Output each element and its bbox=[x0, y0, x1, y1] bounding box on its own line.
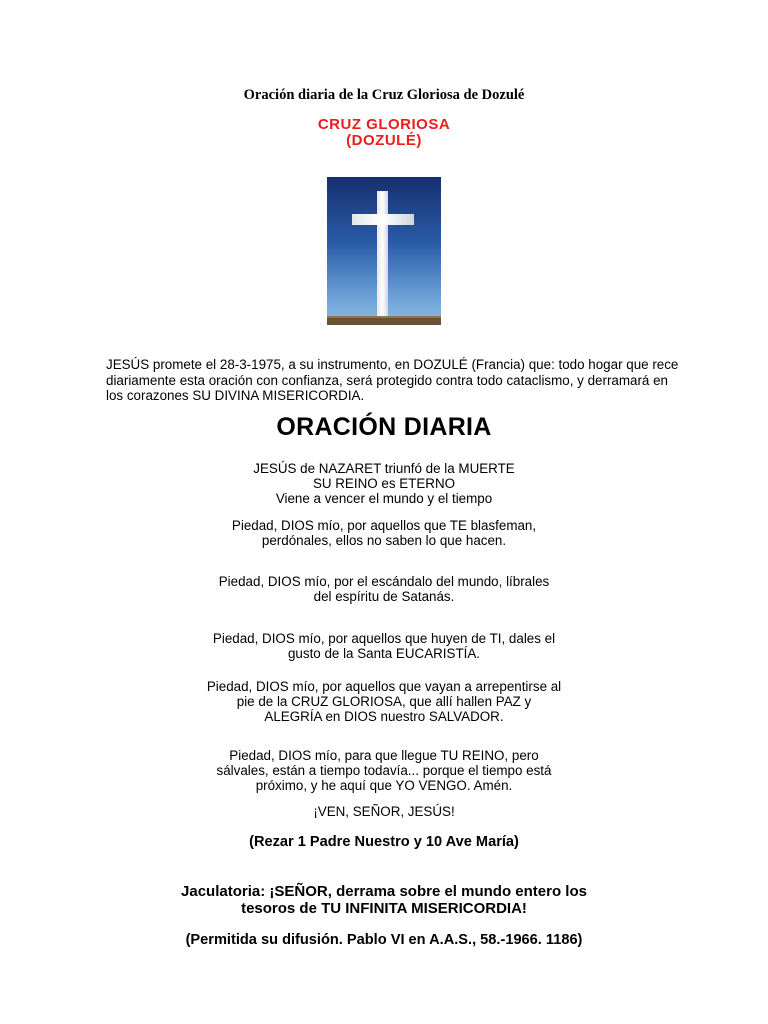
jaculatoria: Jaculatoria: ¡SEÑOR, derrama sobre el mundo entero los tesoros de TU INFINITA MISERICORDIA! bbox=[181, 883, 587, 917]
prayer-stanza: Piedad, DIOS mío, por aquellos que TE blasfeman, perdónales, ellos no saben lo que hacen. bbox=[231, 518, 537, 548]
permission-note: (Permitida su difusión. Pablo VI en A.A.S., 58.-1966. 1186) bbox=[185, 932, 583, 948]
prayer-stanza: Piedad, DIOS mío, por aquellos que vayan a arrepentirse al pie de la CRUZ GLORIOSA, que allí hallen PAZ y ALEGRÍA en DIOS nuestro SALVADOR. bbox=[206, 679, 562, 724]
prayer-stanza: Piedad, DIOS mío, por aquellos que huyen de TI, dales el gusto de la Santa EUCARISTÍA. bbox=[212, 631, 556, 661]
prayer-stanza: JESÚS de NAZARET triunfó de la MUERTE SU REINO es ETERNO Viene a vencer el mundo y el tiempo bbox=[253, 461, 515, 506]
document-title: Oración diaria de la Cruz Gloriosa de Dozulé bbox=[243, 87, 525, 103]
prayer-heading: ORACIÓN DIARIA bbox=[276, 413, 492, 441]
prayer-stanza: Piedad, DIOS mío, para que llegue TU REINO, pero sálvales, están a tiempo todavía... porque el tiempo está próximo, y he aquí que YO VENGO. Amén. bbox=[216, 748, 552, 793]
rosary-instruction: (Rezar 1 Padre Nuestro y 10 Ave María) bbox=[249, 834, 519, 850]
cruz-gloriosa-heading: CRUZ GLORIOSA (DOZULÉ) bbox=[317, 116, 451, 149]
prayer-stanza: Piedad, DIOS mío, por el escándalo del mundo, líbrales del espíritu de Satanás. bbox=[218, 574, 550, 604]
cross-photo-icon bbox=[327, 177, 441, 325]
prayer-stanza: ¡VEN, SEÑOR, JESÚS! bbox=[313, 804, 455, 819]
intro-paragraph: JESÚS promete el 28-3-1975, a su instrumento, en DOZULÉ (Francia) que: todo hogar que rece diariamente esta oración con confianza, será protegido contra todo cataclismo, y derramará en los corazones SU DIVINA MISERICORDIA. bbox=[106, 357, 679, 403]
